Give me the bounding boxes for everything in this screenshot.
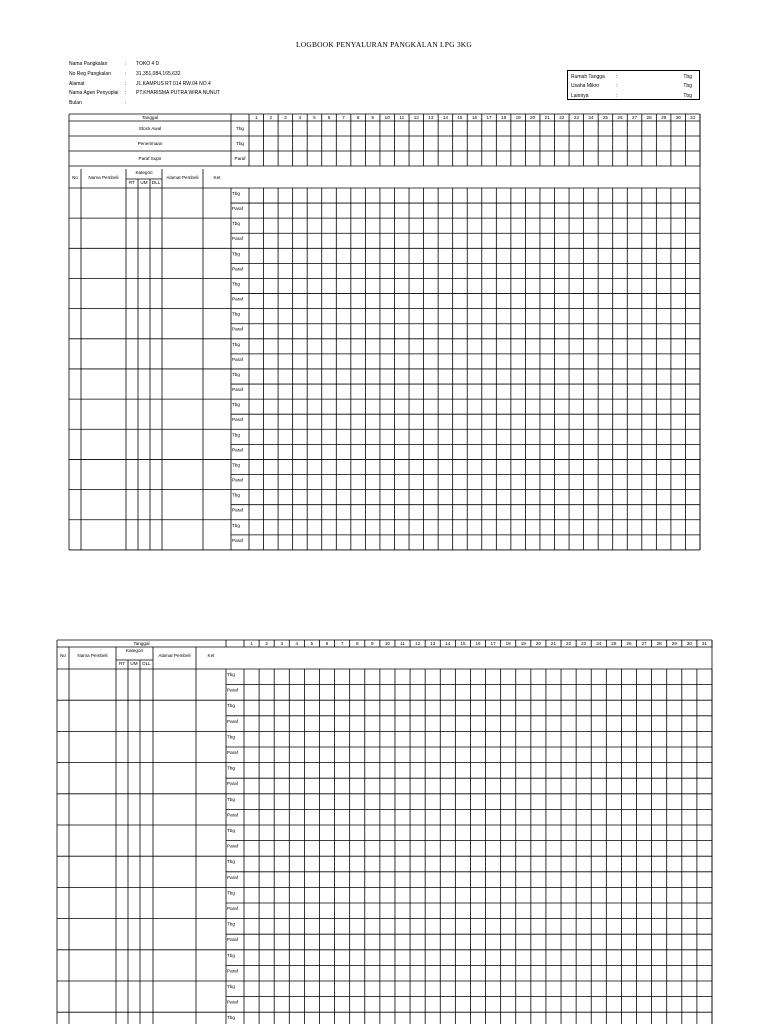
day-number: 1 — [250, 640, 253, 646]
day-number: 25 — [611, 640, 617, 646]
day-number: 28 — [646, 114, 652, 120]
day-number: 30 — [686, 640, 692, 646]
day-number: 11 — [400, 640, 405, 646]
day-number: 3 — [280, 640, 284, 646]
day-number: 16 — [475, 640, 481, 646]
paraf-label: Paraf — [232, 507, 243, 513]
paraf-label: Paraf — [227, 937, 238, 943]
paraf-label: Paraf — [227, 843, 238, 849]
day-number: 31 — [701, 640, 708, 646]
day-number: 4 — [298, 114, 302, 120]
no-header: No — [72, 175, 78, 180]
tbg-label: Tbg — [232, 432, 240, 438]
paraf-label: Paraf — [232, 326, 243, 332]
ket-header: Ket — [213, 175, 221, 180]
tbg-label: Tbg — [227, 734, 235, 740]
day-number: 27 — [641, 640, 647, 646]
paraf-label: Paraf — [232, 266, 243, 272]
day-number: 13 — [430, 640, 436, 646]
paraf-label: Paraf — [232, 387, 243, 393]
day-number: 20 — [535, 640, 541, 646]
day-number: 19 — [520, 640, 526, 646]
day-number: 9 — [371, 640, 374, 646]
info-colon: : — [125, 100, 127, 107]
tbg-label: Tbg — [227, 859, 235, 865]
day-number: 1 — [254, 114, 258, 120]
top-row-unit: Paraf — [234, 156, 246, 161]
tbg-label: Tbg — [232, 462, 240, 468]
day-number: 23 — [581, 640, 587, 646]
nama-header: Nama Pembeli — [77, 653, 108, 658]
tbg-label: Tbg — [232, 371, 240, 377]
day-number: 10 — [384, 640, 390, 646]
um-header: UM — [130, 660, 138, 666]
um-header: UM — [140, 179, 148, 185]
paraf-label: Paraf — [232, 356, 243, 362]
summary-colon: : — [616, 74, 618, 80]
tbg-label: Tbg — [227, 984, 235, 989]
paraf-label: Paraf — [227, 687, 238, 693]
day-number: 26 — [617, 114, 623, 120]
summary-colon: : — [616, 92, 618, 99]
tbg-label: Tbg — [232, 281, 240, 287]
day-number: 29 — [671, 640, 677, 646]
day-number: 7 — [340, 640, 344, 646]
day-number: 29 — [661, 114, 667, 120]
tbg-label: Tbg — [232, 402, 240, 408]
day-number: 21 — [544, 114, 550, 120]
info-label: Nama Agen Penyuplai — [69, 90, 119, 97]
rt-header: RT — [118, 660, 126, 666]
day-number: 3 — [284, 114, 287, 120]
paraf-label: Paraf — [227, 812, 238, 818]
day-number: 22 — [559, 114, 565, 120]
summary-label: Usaha Mikro — [571, 83, 600, 90]
day-number: 28 — [656, 640, 662, 646]
tbg-label: Tbg — [227, 921, 235, 927]
day-number: 17 — [490, 640, 496, 646]
day-number: 7 — [342, 114, 345, 120]
paraf-label: Paraf — [232, 296, 243, 302]
day-number: 12 — [413, 114, 419, 120]
day-number: 14 — [445, 640, 451, 646]
dll-header: DLL — [142, 660, 151, 666]
day-number: 6 — [327, 114, 331, 120]
day-number: 15 — [460, 640, 466, 646]
tbg-label: Tbg — [232, 341, 240, 347]
alamat-header: Alamat Pembeli — [158, 653, 191, 658]
tbg-label: Tbg — [227, 828, 235, 833]
tbg-label: Tbg — [232, 191, 240, 196]
paraf-label: Paraf — [232, 537, 243, 543]
tbg-label: Tbg — [227, 1015, 235, 1021]
summary-unit: Tbg — [683, 83, 692, 90]
day-number: 31 — [690, 114, 696, 120]
top-row-label: Paraf Supir — [138, 156, 162, 161]
paraf-label: Paraf — [227, 999, 238, 1005]
info-label: Alamat — [69, 80, 85, 87]
summary-unit: Tbg — [683, 92, 692, 99]
day-number: 15 — [457, 114, 463, 120]
day-number: 23 — [573, 114, 579, 120]
paraf-label: Paraf — [232, 477, 243, 483]
info-value: PT.KHARISMA PUTRA WIRA NUNUT — [136, 90, 221, 97]
paraf-label: Paraf — [227, 968, 238, 974]
kategori-header: Kategori — [135, 170, 153, 175]
day-number: 30 — [675, 114, 681, 120]
tbg-label: Tbg — [227, 672, 235, 677]
info-label: Bulan — [69, 100, 82, 107]
tbg-label: Tbg — [232, 251, 240, 257]
day-number: 26 — [626, 640, 632, 646]
paraf-label: Paraf — [227, 906, 238, 911]
top-row-label: Stock Awal — [138, 126, 162, 131]
paraf-label: Paraf — [232, 447, 243, 453]
nama-header: Nama Pembeli — [88, 175, 119, 180]
tbg-label: Tbg — [232, 311, 240, 317]
paraf-label: Paraf — [227, 781, 238, 787]
day-number: 4 — [295, 640, 299, 646]
info-value: JL.KAMPUS RT 014 RW.04 NO.4 — [136, 80, 211, 87]
day-number: 13 — [428, 114, 434, 120]
top-row-unit: Tbg — [236, 141, 244, 146]
day-number: 14 — [442, 114, 448, 120]
day-number: 17 — [486, 114, 492, 120]
alamat-header: Alamat Pembeli — [166, 175, 199, 180]
rt-header: RT — [128, 179, 136, 185]
day-number: 27 — [631, 114, 638, 120]
day-number: 21 — [550, 640, 557, 646]
day-number: 18 — [501, 114, 507, 120]
summary-label: Rumah Tangga — [571, 74, 605, 80]
day-number: 24 — [588, 114, 594, 120]
day-number: 5 — [313, 114, 316, 120]
paraf-label: Paraf — [232, 236, 243, 242]
day-number: 18 — [505, 640, 511, 646]
kategori-header: Kategori — [125, 648, 144, 653]
dll-header: DLL — [151, 179, 161, 185]
paraf-label: Paraf — [227, 874, 238, 880]
info-label: Nama Pangkalan — [69, 61, 108, 67]
page-title: LOGBOOK PENYALURAN PANGKALAN LPG 3KG — [295, 40, 473, 49]
paraf-label: Paraf — [227, 750, 238, 755]
day-number: 11 — [399, 114, 405, 120]
day-number: 9 — [371, 114, 374, 120]
top-row-unit: Tbg — [236, 126, 244, 131]
tbg-label: Tbg — [227, 890, 235, 896]
no-header: No — [60, 653, 66, 658]
top-row-label: Penerimaan — [137, 141, 163, 146]
paraf-label: Paraf — [232, 417, 243, 423]
day-number: 5 — [310, 640, 314, 646]
tbg-label: Tbg — [232, 221, 240, 227]
tbg-label: Tbg — [232, 522, 240, 528]
ket-header: Ket — [207, 653, 215, 658]
day-number: 12 — [415, 640, 421, 646]
day-number: 16 — [471, 114, 478, 120]
day-number: 2 — [269, 114, 273, 120]
logbook-table-2 — [57, 640, 712, 1024]
info-colon: : — [125, 80, 127, 87]
day-number: 19 — [515, 114, 521, 120]
day-number: 8 — [356, 114, 360, 120]
tbg-label: Tbg — [227, 952, 235, 958]
info-value: 31,351,084,165,632 — [136, 70, 181, 77]
summary-label: Lainnya — [571, 92, 589, 99]
tanggal-label: Tanggal — [133, 640, 150, 646]
tbg-label: Tbg — [232, 492, 240, 498]
day-number: 25 — [602, 114, 608, 120]
tbg-label: Tbg — [227, 796, 235, 802]
day-number: 22 — [566, 640, 572, 646]
day-number: 24 — [596, 640, 602, 646]
info-label: No Reg Pangkalan — [69, 70, 111, 77]
info-value: TOKO 4 D — [136, 61, 160, 67]
day-number: 6 — [325, 640, 329, 646]
summary-colon: : — [616, 83, 618, 90]
info-colon: : — [125, 61, 127, 67]
day-number: 10 — [384, 114, 390, 120]
tanggal-label: Tanggal — [141, 114, 159, 120]
day-number: 2 — [265, 640, 268, 646]
info-colon: : — [125, 70, 127, 77]
tbg-label: Tbg — [227, 703, 235, 709]
info-colon: : — [125, 90, 127, 97]
paraf-label: Paraf — [232, 206, 243, 212]
day-number: 20 — [530, 114, 536, 120]
summary-unit: Tbg — [683, 74, 692, 80]
paraf-label: Paraf — [227, 718, 238, 724]
day-number: 8 — [355, 640, 359, 646]
tbg-label: Tbg — [227, 765, 235, 771]
logbook-table-1 — [69, 114, 700, 550]
